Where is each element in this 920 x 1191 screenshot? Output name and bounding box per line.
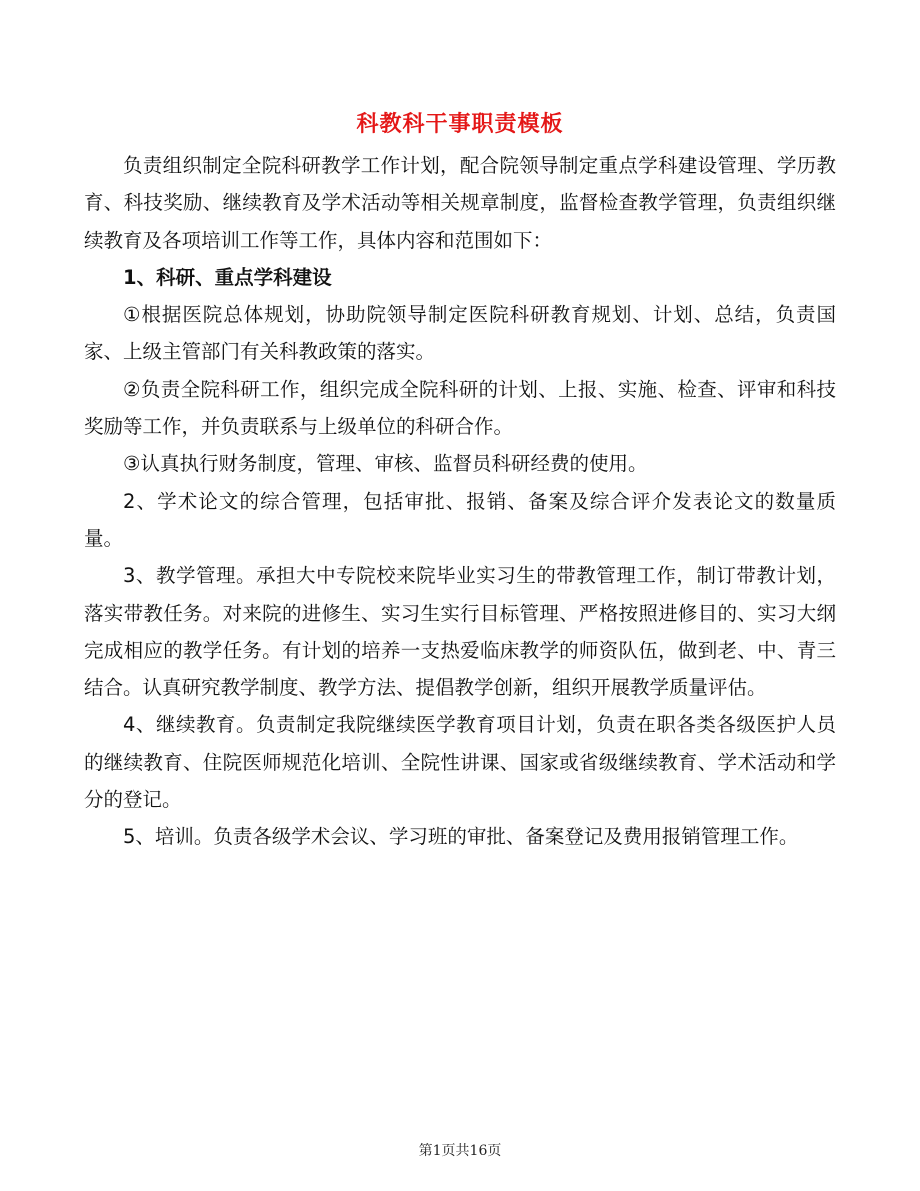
page-footer: 第1页共16页 [418, 1143, 502, 1159]
section-training: 5、培训。负责各级学术会议、学习班的审批、备案登记及费用报销管理工作。 [123, 825, 799, 849]
intro-paragraph: 负责组织制定全院科研教学工作计划，配合院领导制定重点学科建设管理、学历教育、科技奖励、继续教育及学术活动等相关规章制度，监督检查教学管理，负责组织继续教育及各项培训工作等工作，具体内容和范围如下： [84, 154, 836, 252]
section-teaching-management: 3、教学管理。承担大中专院校来院毕业实习生的带教管理工作，制订带教计划，落实带教任务。对来院的进修生、实习生实行目标管理、严格按照进修目的、实习大纲完成相应的教学任务。有计划的培养一支热爱临床教学的师资队伍，做到老、中、青三结合。认真研究教学制度、教学方法、提倡教学创新，组织开展教学质量评估。 [84, 564, 836, 700]
section-heading-research: 1、科研、重点学科建设 [123, 265, 332, 289]
section-continuing-education: 4、继续教育。负责制定我院继续医学教育项目计划，负责在职各类各级医护人员的继续教育、住院医师规范化培训、全院性讲课、国家或省级继续教育、学术活动和学分的登记。 [84, 713, 836, 812]
document-body [84, 147, 836, 856]
research-item-2: ②负责全院科研工作，组织完成全院科研的计划、上报、实施、检查、评审和科技奖励等工作，并负责联系与上级单位的科研合作。 [84, 377, 836, 439]
research-item-1: ①根据医院总体规划，协助院领导制定医院科研教育规划、计划、总结，负责国家、上级主管部门有关科教政策的落实。 [84, 303, 836, 364]
section-academic-papers: 2、学术论文的综合管理，包括审批、报销、备案及综合评介发表论文的数量质量。 [84, 489, 836, 550]
document-title: 科教科干事职责模板 [356, 111, 564, 137]
research-item-3: ③认真执行财务制度，管理、审核、监督员科研经费的使用。 [123, 452, 648, 476]
